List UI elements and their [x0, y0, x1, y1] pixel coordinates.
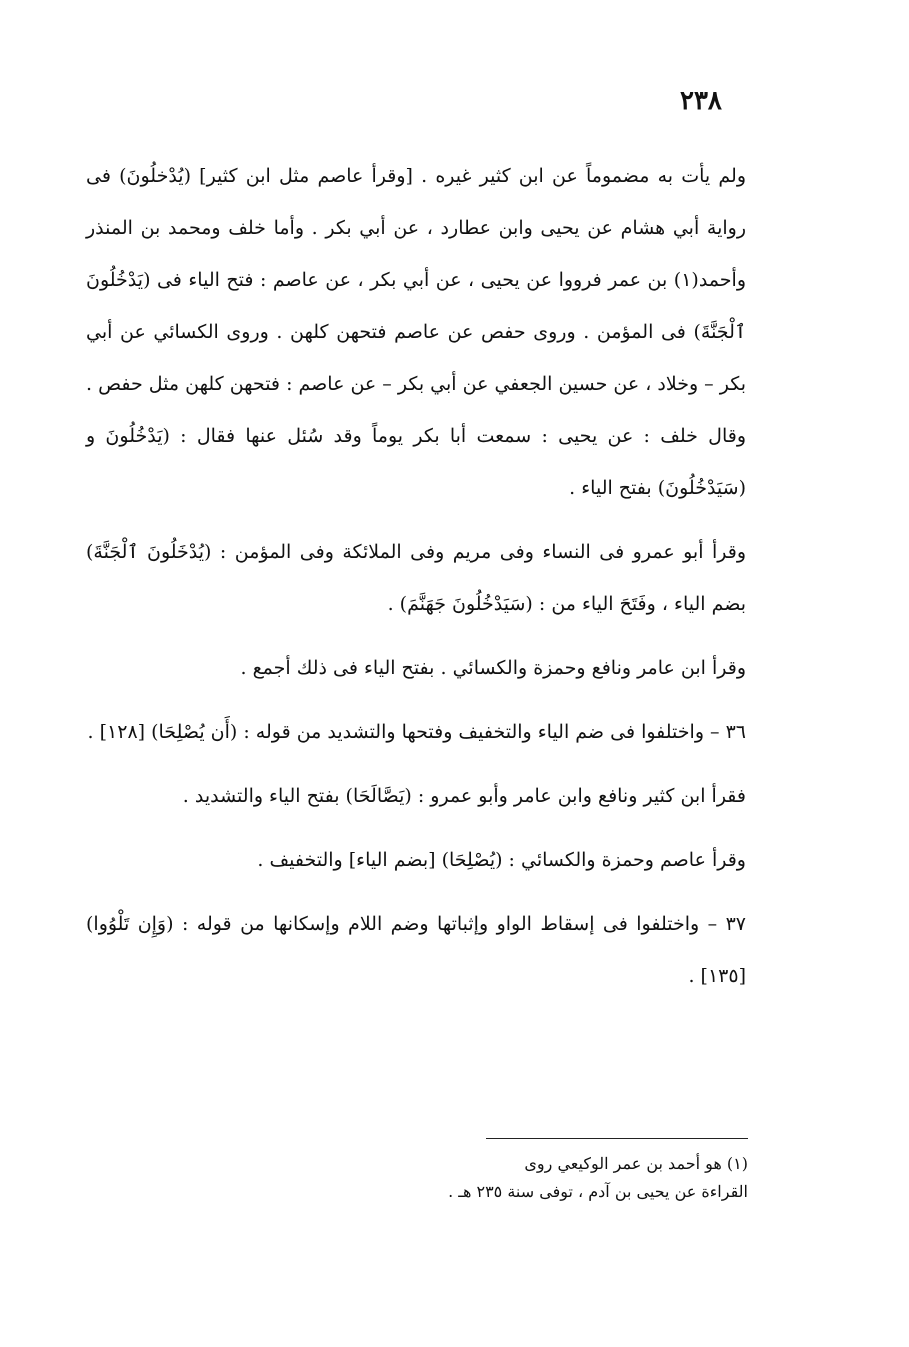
- paragraph: ٣٧ – واختلفوا فى إسقاط الواو وإثباتها وضم اللام وإسكانها من قوله : (وَإِن تَلْوُوا) [١٣٥] .: [86, 913, 746, 987]
- footnote-line: القراءة عن يحيى بن آدم ، توفى سنة ٢٣٥ هـ .: [448, 1182, 748, 1201]
- paragraph: ولم يأت به مضموماً عن ابن كثير غيره . [وقرأ عاصم مثل ابن كثير] (يُدْخلُونَ) فى رواية أبي هشام عن يحيى وابن عطارد ، عن أبي بكر . وأما خلف ومحمد بن المنذر وأحمد(١) بن عمر فرووا عن يحيى ، عن أبي بكر ، عن عاصم : فتح الياء فى (يَدْخُلُونَ ٱلْجَنَّةَ) فى المؤمن . وروى حفص عن عاصم فتحهن كلهن . وروى الكسائي عن أبي بكر – وخلاد ، عن حسين الجعفي عن أبي بكر – عن عاصم : فتحهن كلهن مثل حفص . وقال خلف : عن يحيى : سمعت أبا بكر يوماً وقد سُئل عنها فقال : (يَدْخُلُونَ و (سَيَدْخُلُونَ) بفتح الياء .: [86, 165, 746, 499]
- footnote-line: (١) هو أحمد بن عمر الوكيعي روى: [524, 1154, 748, 1173]
- footnote-divider: [486, 1138, 748, 1139]
- paragraph: فقرأ ابن كثير ونافع وابن عامر وأبو عمرو : (يَصَّالَحَا) بفتح الياء والتشديد .: [182, 785, 746, 807]
- paragraph: وقرأ أبو عمرو فى النساء وفى مريم وفى الملائكة وفى المؤمن : (يُدْخَلُونَ ٱلْجَنَّةَ) بضم الياء ، وفَتَحَ الياء من : (سَيَدْخُلُونَ جَهَنَّمَ) .: [86, 541, 746, 615]
- footnote: [420, 1150, 748, 1206]
- paragraph: وقرأ عاصم وحمزة والكسائي : (يُصْلِحَا) [بضم الياء] والتخفيف .: [257, 849, 746, 871]
- page-number: ٢٣٨: [680, 86, 722, 116]
- paragraph: وقرأ ابن عامر ونافع وحمزة والكسائي . بفتح الياء فى ذلك أجمع .: [240, 657, 746, 679]
- paragraph: ٣٦ – واختلفوا فى ضم الياء والتخفيف وفتحها والتشديد من قوله : (أَن يُصْلِحَا) [١٢٨] .: [87, 721, 746, 743]
- main-text: [86, 150, 746, 1002]
